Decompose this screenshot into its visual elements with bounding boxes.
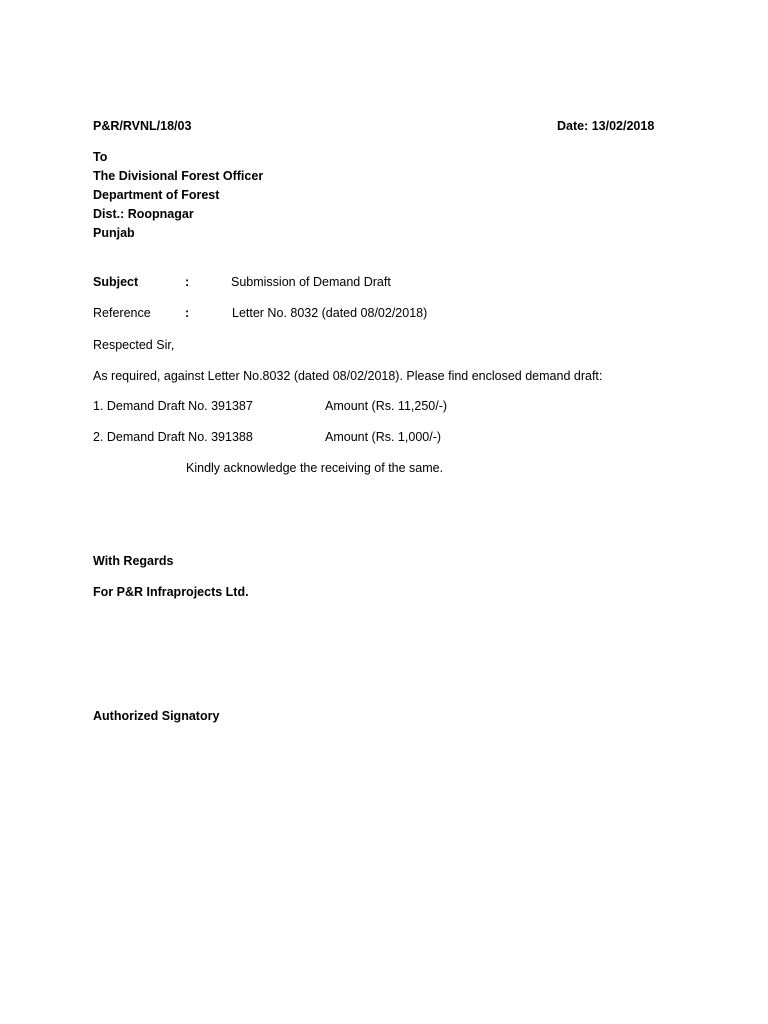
closing: With Regards [93,554,174,568]
signatory: Authorized Signatory [93,709,220,723]
addressee-line-3: Dist.: Roopnagar [93,207,194,221]
subject-label: Subject [93,275,139,289]
draft-2-amount: Amount (Rs. 1,000/-) [325,430,442,444]
company-name: For P&R Infraprojects Ltd. [93,585,249,599]
addressee-line-2: Department of Forest [93,188,220,202]
letter-date: Date: 13/02/2018 [557,119,655,133]
to-label: To [93,150,108,164]
draft-1-label: 1. Demand Draft No. 391387 [93,399,253,413]
reference-label: Reference [93,306,151,320]
salutation: Respected Sir, [93,338,175,352]
subject-value: Submission of Demand Draft [231,275,391,289]
acknowledge-line: Kindly acknowledge the receiving of the same. [186,461,444,475]
draft-1-amount: Amount (Rs. 11,250/-) [325,399,448,413]
addressee-line-1: The Divisional Forest Officer [93,169,264,183]
reference-number: P&R/RVNL/18/03 [93,119,192,133]
subject-colon: : [185,275,190,289]
addressee-line-4: Punjab [93,226,135,240]
draft-2-label: 2. Demand Draft No. 391388 [93,430,253,444]
reference-colon: : [185,306,190,320]
body-intro: As required, against Letter No.8032 (dated 08/02/2018). Please find enclosed demand draft: [93,369,603,383]
reference-value: Letter No. 8032 (dated 08/02/2018) [232,306,428,320]
